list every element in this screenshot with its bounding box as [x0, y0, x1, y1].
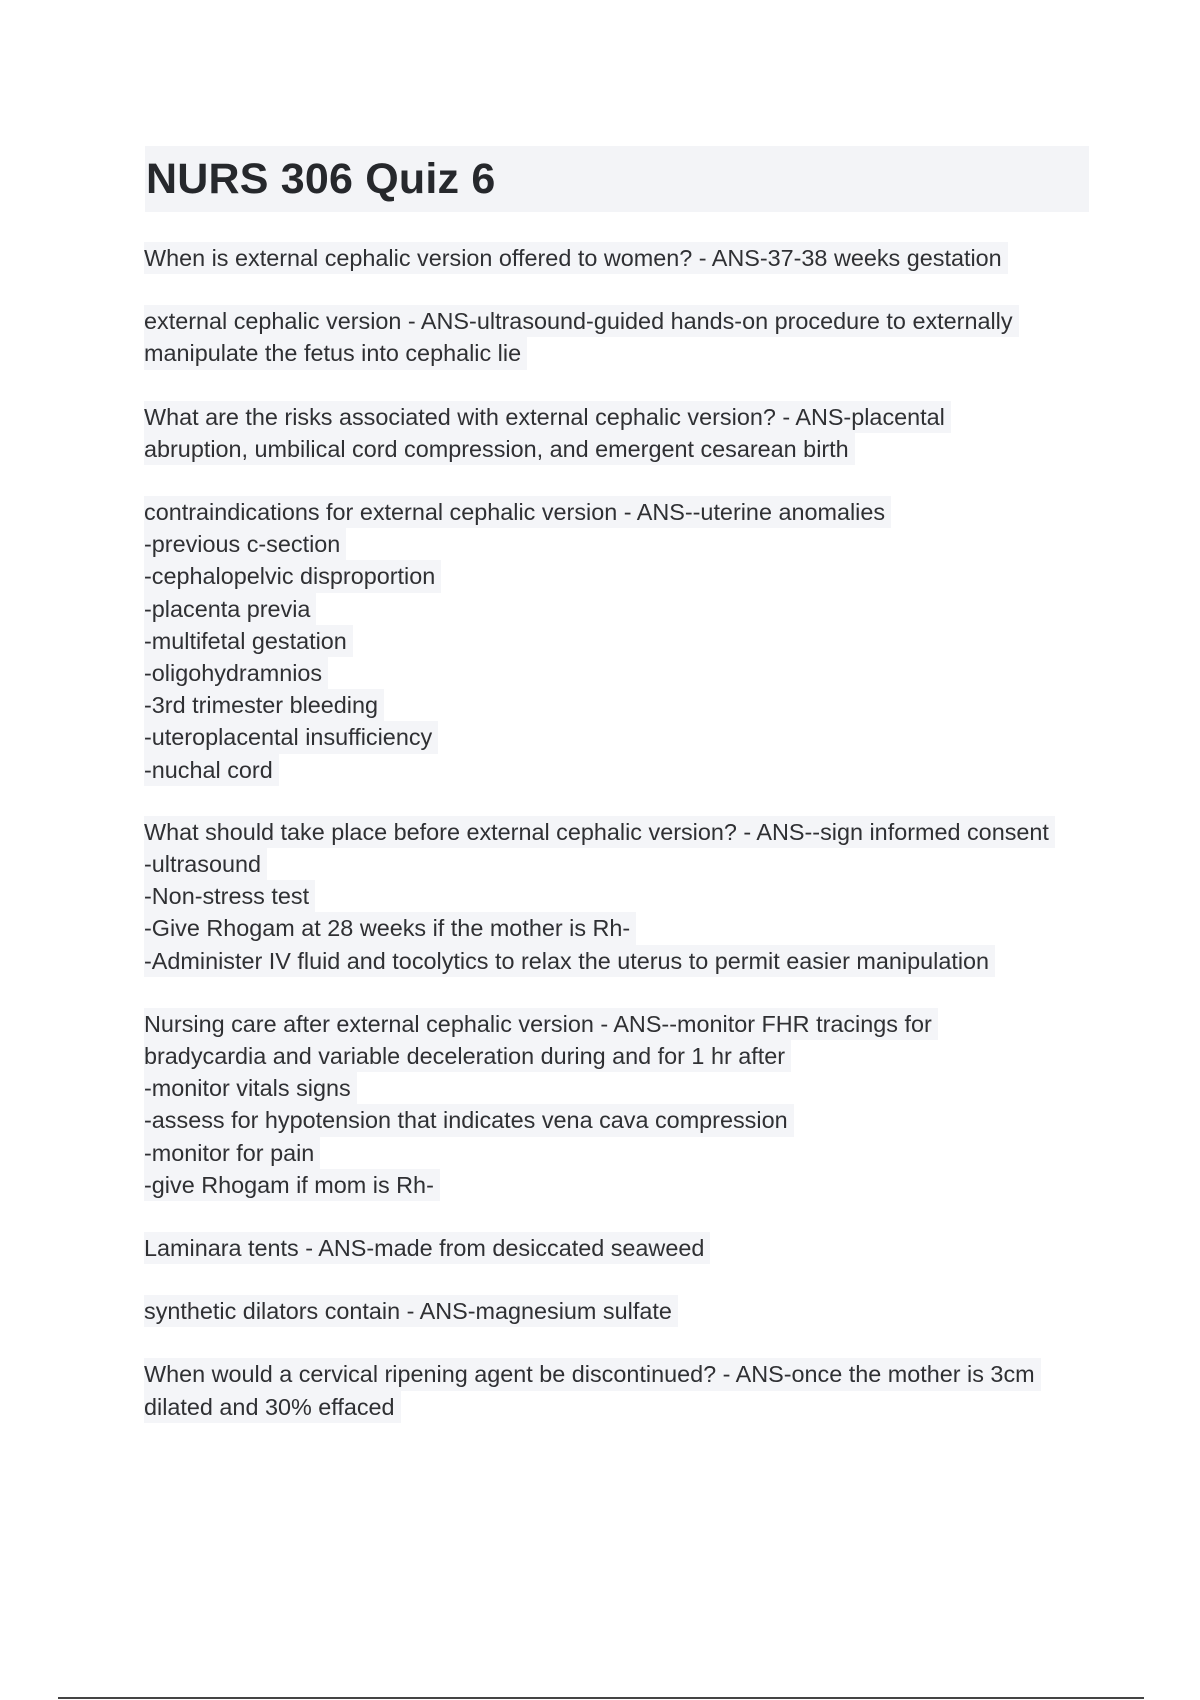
- qa-card: [145, 305, 1105, 369]
- qa-line: -oligohydramnios: [144, 657, 328, 689]
- footer-rule: [58, 1697, 1144, 1699]
- qa-line: -multifetal gestation: [144, 625, 353, 657]
- qa-line: -monitor vitals signs: [144, 1072, 357, 1104]
- qa-line: -cephalopelvic disproportion: [144, 560, 441, 592]
- qa-card: [145, 1008, 1105, 1201]
- qa-line: abruption, umbilical cord compression, and emergent cesarean birth: [144, 433, 855, 465]
- qa-card: [145, 496, 1105, 786]
- page-title: NURS 306 Quiz 6: [146, 155, 496, 203]
- qa-line: Laminara tents - ANS-made from desiccated seaweed: [144, 1232, 710, 1264]
- qa-line: What should take place before external cephalic version? - ANS--sign informed consent: [144, 816, 1055, 848]
- qa-line: dilated and 30% effaced: [144, 1391, 401, 1423]
- qa-card: [145, 816, 1105, 977]
- qa-line: external cephalic version - ANS-ultrasound-guided hands-on procedure to externally: [144, 305, 1019, 337]
- qa-card: [145, 1295, 1105, 1327]
- qa-line: -Administer IV fluid and tocolytics to relax the uterus to permit easier manipulation: [144, 945, 995, 977]
- qa-line: -monitor for pain: [144, 1137, 320, 1169]
- qa-line: manipulate the fetus into cephalic lie: [144, 337, 527, 369]
- qa-line: -previous c-section: [144, 528, 346, 560]
- qa-line: -uteroplacental insufficiency: [144, 721, 438, 753]
- qa-line: contraindications for external cephalic version - ANS--uterine anomalies: [144, 496, 891, 528]
- qa-line: -ultrasound: [144, 848, 267, 880]
- qa-line: -3rd trimester bleeding: [144, 689, 384, 721]
- quiz-content: [145, 242, 1105, 1454]
- qa-line: -assess for hypotension that indicates vena cava compression: [144, 1104, 794, 1136]
- qa-line: -Give Rhogam at 28 weeks if the mother is Rh-: [144, 912, 636, 944]
- qa-line: -give Rhogam if mom is Rh-: [144, 1169, 440, 1201]
- qa-line: synthetic dilators contain - ANS-magnesium sulfate: [144, 1295, 678, 1327]
- qa-line: Nursing care after external cephalic version - ANS--monitor FHR tracings for: [144, 1008, 938, 1040]
- qa-card: [145, 1232, 1105, 1264]
- qa-line: bradycardia and variable deceleration during and for 1 hr after: [144, 1040, 791, 1072]
- qa-line: When would a cervical ripening agent be discontinued? - ANS-once the mother is 3cm: [144, 1358, 1041, 1390]
- qa-line: -nuchal cord: [144, 754, 279, 786]
- qa-line: -Non-stress test: [144, 880, 315, 912]
- qa-line: When is external cephalic version offered to women? - ANS-37-38 weeks gestation: [144, 242, 1008, 274]
- qa-line: What are the risks associated with external cephalic version? - ANS-placental: [144, 401, 951, 433]
- qa-card: [145, 1358, 1105, 1422]
- qa-line: -placenta previa: [144, 593, 316, 625]
- qa-card: [145, 401, 1105, 465]
- qa-card: [145, 242, 1105, 274]
